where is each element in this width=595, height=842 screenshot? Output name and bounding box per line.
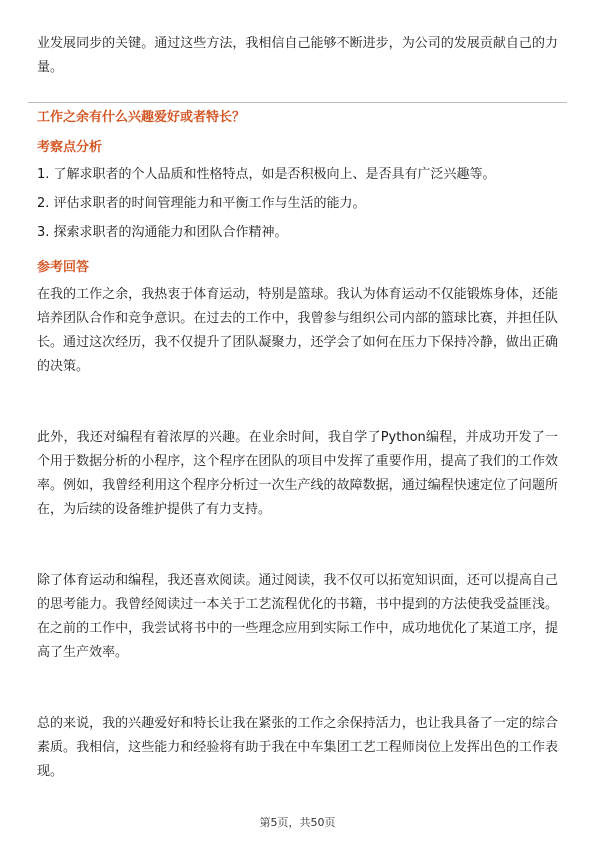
- answer-paragraph: 总的来说，我的兴趣爱好和特长让我在紧张的工作之余保持活力，也让我具备了一定的综合素质。我相信，这些能力和经验将有助于我在中车集团工艺工程师岗位上发挥出色的工作表现。: [37, 716, 558, 779]
- answer-paragraph: 除了体育运动和编程，我还喜欢阅读。通过阅读，我不仅可以拓宽知识面，还可以提高自己的思考能力。我曾经阅读过一本关于工艺流程优化的书籍，书中提到的方法使我受益匪浅。在之前的工作中，我尝试将书中的一些理念应用到实际工作中，成功地优化了某道工序，提高了生产效率。: [37, 573, 558, 660]
- answer-paragraph: 此外，我还对编程有着浓厚的兴趣。在业余时间，我自学了Python编程，并成功开发了一个用于数据分析的小程序，这个程序在团队的项目中发挥了重要作用，提高了我们的工作效率。例如，我曾经利用这个程序分析过一次生产线的故障数据，通过编程快速定位了问题所在，为后续的设备维护提供了有力支持。: [37, 430, 558, 517]
- analysis-point: 2. 评估求职者的时间管理能力和平衡工作与生活的能力。: [37, 196, 366, 211]
- answer-paragraph: 在我的工作之余，我热衷于体育运动，特别是篮球。我认为体育运动不仅能锻炼身体，还能培养团队合作和竞争意识。在过去的工作中，我曾参与组织公司内部的篮球比赛，并担任队长。通过这次经历，我不仅提升了团队凝聚力，还学会了如何在压力下保持冷静，做出正确的决策。: [37, 287, 558, 374]
- analysis-title: 考察点分析: [37, 140, 103, 155]
- intro-paragraph: 业发展同步的关键。通过这些方法，我相信自己能够不断进步，为公司的发展贡献自己的力量。: [37, 36, 558, 75]
- answer-title: 参考回答: [37, 260, 90, 275]
- analysis-point: 3. 探索求职者的沟通能力和团队合作精神。: [37, 225, 288, 240]
- page-number: 第5页，共50页: [259, 816, 336, 829]
- analysis-point: 1. 了解求职者的个人品质和性格特点，如是否积极向上、是否具有广泛兴趣等。: [37, 167, 496, 182]
- section-divider: [28, 102, 567, 103]
- question-heading: 工作之余有什么兴趣爱好或者特长？: [37, 110, 246, 125]
